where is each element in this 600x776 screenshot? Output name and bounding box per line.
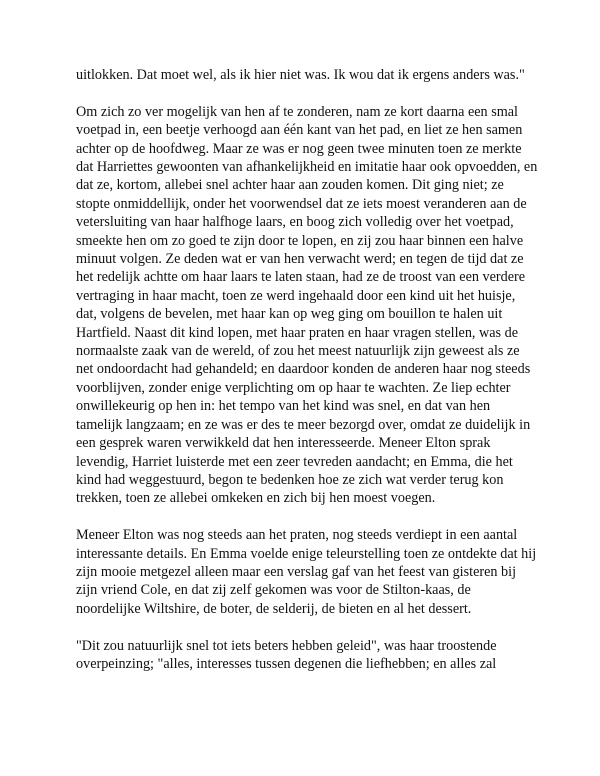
paragraph-1: uitlokken. Dat moet wel, als ik hier niet was. Ik wou dat ik ergens anders was." — [76, 67, 525, 83]
document-page — [76, 66, 538, 692]
paragraph-2: Om zich zo ver mogelijk van hen af te zonderen, nam ze kort daarna een smal voetpad in, een beetje verhoogd aan één kant van het pad, en liet ze hen samen achter op de hoofdweg. Maar ze was er nog geen twee minuten toen ze merkte dat Harriettes gewoonten van afhankelijkheid en imitatie haar ook opvoedden, en dat ze, kortom, allebei snel achter haar aan zouden komen. Dit ging niet; ze stopte onmiddellijk, onder het voorwendsel dat ze iets moest veranderen aan de vetersluiting van haar halfhoge laars, en boog zich volledig over het voetpad, smeekte hen om zo goed te zijn door te lopen, en zij zou haar binnen een halve minuut volgen. Ze deden wat er van hen verwacht werd; en tegen de tijd dat ze het redelijk achtte om haar laars te laten staan, had ze de troost van een verdere vertraging in haar macht, toen ze werd ingehaald door een kind uit het huisje, dat, volgens de bevelen, met haar kan op weg ging om bouillon te halen uit Hartfield. Naast dit kind lopen, met haar praten en haar vragen stellen, was de normaalste zaak van de wereld, of zou het meest natuurlijk zijn geweest als ze net ondoordacht had gehandeld; en daardoor konden de anderen haar nog steeds voorblijven, zonder enige verplichting om op haar te wachten. Ze liep echter onwillekeurig op hen in: het tempo van het kind was snel, en dat van hen tamelijk langzaam; en ze was er des te meer bezorgd over, omdat ze duidelijk in een gesprek waren verwikkeld dat hen interesseerde. Meneer Elton sprak levendig, Harriet luisterde met een zeer tevreden aandacht; en Emma, die het kind had weggestuurd, begon te bedenken hoe ze zich wat verder terug kon trekken, toen ze allebei omkeken en zich bij hen moest voegen. — [76, 103, 538, 507]
paragraph-4: "Dit zou natuurlijk snel tot iets beters hebben geleid", was haar troostende overpeinzing; "alles, interesses tussen degenen die liefhebben; en alles zal — [76, 637, 497, 672]
paragraph-3: Meneer Elton was nog steeds aan het praten, nog steeds verdiept in een aantal interessante details. En Emma voelde enige teleurstelling toen ze ontdekte dat hij zijn mooie metgezel alleen maar een verslag gaf van het feest van gisteren bij zijn vriend Cole, en dat zij zelf gekomen was voor de Stilton-kaas, de noordelijke Wiltshire, de boter, de selderij, de bieten en al het dessert. — [76, 527, 537, 617]
